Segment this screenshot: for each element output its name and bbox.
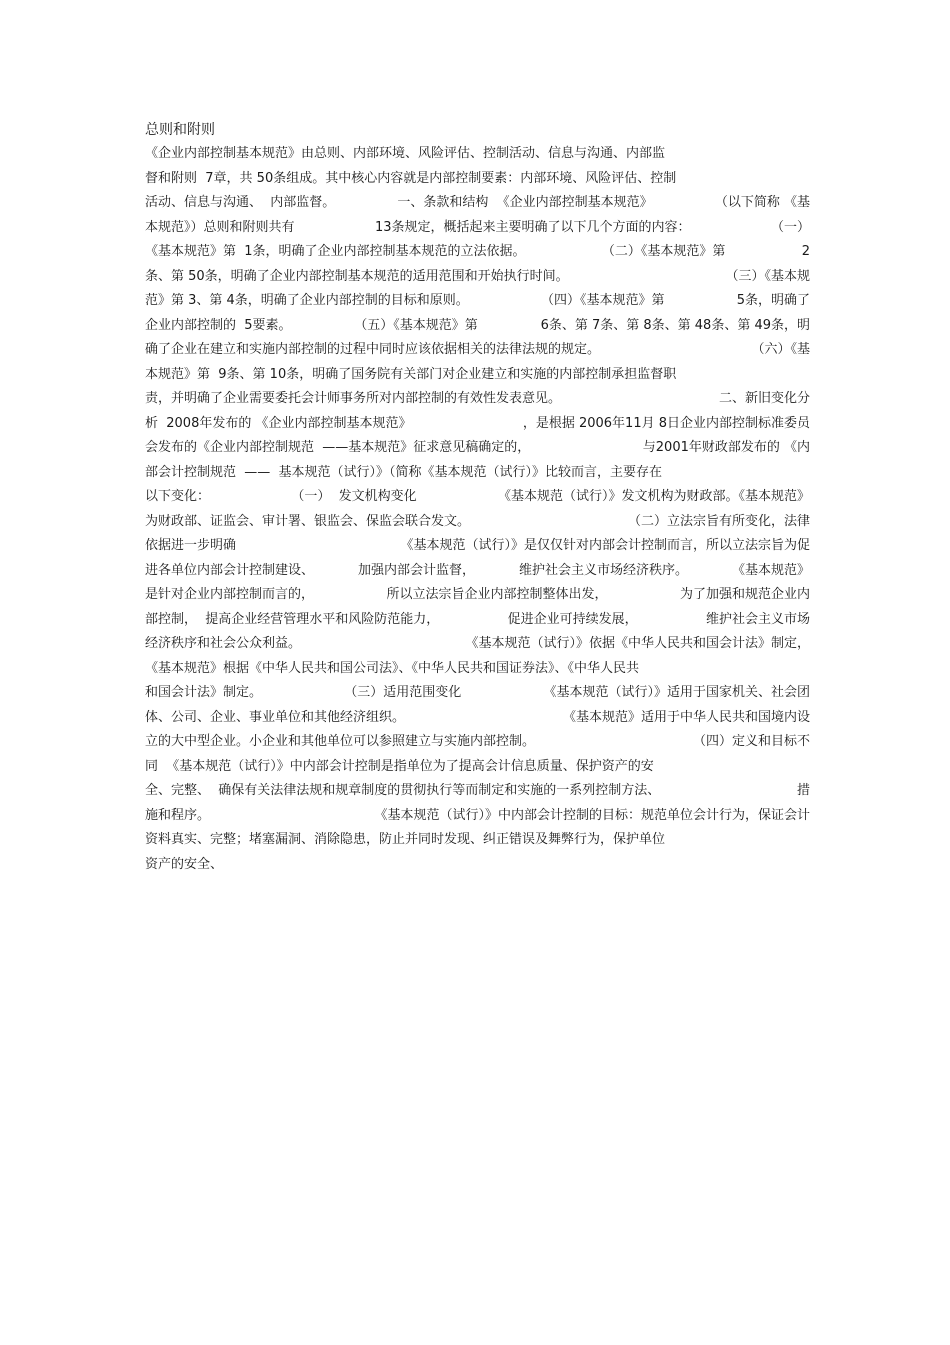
text-line [145,608,810,633]
text-line [145,730,810,755]
text-segment: （五）《基本规范》第 [354,317,478,333]
text-segment: 维护社会主义市场 [705,611,810,627]
text-segment: 析 2008年发布的 《企业内部控制基本规范》 [145,415,412,431]
text-segment: （一） 发文机构变化 [291,489,417,504]
document-body [145,118,810,877]
text-segment: 部会计控制规范 —— 基本规范（试行）》（简称《基本规范（试行）》比较而言，主要存在 [145,464,663,480]
text-segment: 措 [796,783,810,798]
text-segment: 本规范》第 9条、第 10条，明确了国务院有关部门对企业建立和实施的内部控制承担监督职 [145,366,677,382]
text-line [145,167,810,192]
text-segment: 加强内部会计监督， [357,562,475,578]
text-line [145,632,810,657]
document-text [145,142,810,877]
text-segment: 督和附则 7章，共 50条组成。其中核心内容就是内部控制要素：内部环境、风险评估、控制 [145,170,677,186]
text-line [145,240,810,265]
text-segment: 经济秩序和社会公众利益。 [145,636,302,651]
text-line [145,363,810,388]
text-line [145,828,810,853]
text-segment: 13条规定，概括起来主要明确了以下几个方面的内容： [374,219,691,235]
text-line [145,485,810,510]
text-line [145,681,810,706]
text-segment: 范》第 3、第 4条，明确了企业内部控制的目标和原则。 [145,293,469,308]
text-line [145,583,810,608]
text-segment: 条、第 50条，明确了企业内部控制基本规范的适用范围和开始执行时间。 [145,268,569,284]
text-segment: （一） [770,219,810,235]
text-line [145,216,810,241]
text-segment: 活动、信息与沟通、 内部监督。 [145,195,336,210]
text-segment: 部控制， 提高企业经营管理水平和风险防范能力， [145,611,440,627]
text-segment: 一、条款和结构 《企业内部控制基本规范》 [397,195,653,210]
text-segment: （六）《基 [751,342,810,357]
text-segment: 《基本规范》 [731,562,810,578]
text-segment: （四）定义和目标不 [692,734,810,749]
text-segment: 《基本规范》适用于中华人民共和国境内设 [562,709,810,725]
text-segment: 《企业内部控制基本规范》由总则、内部环境、风险评估、控制活动、信息与沟通、内部监 [145,146,666,161]
text-segment: 资产的安全、 [145,856,224,872]
text-segment: 企业内部控制的 5要素。 [145,317,292,333]
text-segment: （以下简称 《基 [714,195,810,210]
text-line [145,779,810,804]
text-line [145,289,810,314]
text-segment: ，是根据 2006年11月 8日企业内部控制标准委员 [522,415,810,431]
text-line [145,804,810,829]
text-segment: （三）适用范围变化 [344,685,462,700]
text-segment: 为了加强和规范企业内 [679,587,810,602]
text-segment: （四）《基本规范》第 [541,293,665,308]
text-segment: 《基本规范（试行）》中内部会计控制的目标：规范单位会计行为，保证会计 [374,807,810,823]
text-line [145,338,810,363]
text-line [145,436,810,461]
text-segment: 和国会计法》制定。 [145,685,263,700]
text-line [145,706,810,731]
text-line [145,314,810,339]
text-segment: 与2001年财政部发布的 《内 [642,440,810,455]
text-segment: 维护社会主义市场经济秩序。 [518,562,688,578]
text-line [145,510,810,535]
text-segment: 责，并明确了企业需要委托会计师事务所对内部控制的有效性发表意见。 [145,391,562,406]
text-segment: 进各单位内部会计控制建设、 [145,562,315,578]
text-segment: 体、公司、企业、事业单位和其他经济组织。 [145,709,406,725]
text-segment: 《基本规范（试行）》依据《中华人民共和国会计法》制定， [465,636,810,651]
text-segment: （二）《基本规范》第 [601,244,726,259]
text-segment: （三）《基本规 [725,268,810,284]
text-line [145,142,810,167]
text-segment: 是针对企业内部控制而言的， [145,587,315,602]
text-line [145,657,810,682]
text-segment: 本规范》）总则和附则共有 [145,219,295,235]
text-segment: 《基本规范（试行）》发文机构为财政部。《基本规范》 [497,489,810,504]
text-segment: 二、新旧变化分 [718,391,810,406]
text-segment: （二）立法宗旨有所变化，法律 [627,513,810,529]
text-segment: 所以立法宗旨企业内部控制整体出发， [386,587,608,602]
text-segment: 施和程序。 [145,807,211,823]
text-segment: 资料真实、完整；堵塞漏洞、消除隐患，防止并同时发现、纠正错误及舞弊行为，保护单位 [145,832,666,847]
text-segment: 《基本规范（试行）》是仅仅针对内部会计控制而言，所以立法宗旨为促 [400,538,810,553]
text-segment: 为财政部、证监会、审计署、银监会、保监会联合发文。 [145,513,471,529]
text-line [145,755,810,780]
text-segment: 2 [801,244,810,259]
text-line [145,461,810,486]
text-segment: 6条、第 7条、第 8条、第 48条、第 49条，明 [540,317,810,333]
text-segment: 同 《基本规范（试行）》中内部会计控制是指单位为了提高会计信息质量、保护资产的安 [145,758,654,774]
document-title: 总则和附则 [145,122,215,138]
text-line [145,559,810,584]
text-segment: 《基本规范（试行）》适用于国家机关、社会团 [543,685,810,700]
text-segment: 《基本规范》根据《中华人民共和国公司法》、《中华人民共和国证券法》、《中华人民共 [145,660,640,676]
text-segment: 会发布的《企业内部控制规范 ——基本规范》征求意见稿确定的， [145,440,531,455]
text-line [145,412,810,437]
text-line [145,191,810,216]
text-segment: 立的大中型企业。小企业和其他单位可以参照建立与实施内部控制。 [145,734,536,749]
text-segment: 确了企业在建立和实施内部控制的过程中同时应该依据相关的法律法规的规定。 [145,342,601,357]
text-segment: 全、完整、 确保有关法律法规和规章制度的贯彻执行等而制定和实施的一系列控制方法、 [145,783,661,798]
text-line [145,387,810,412]
text-segment: 依据进一步明确 [145,538,237,553]
text-segment: 5条，明确了 [736,293,810,308]
text-line [145,265,810,290]
text-segment: 促进企业可持续发展， [507,611,638,627]
text-line [145,534,810,559]
text-line [145,853,810,878]
text-segment: 以下变化： [145,489,211,504]
text-segment: 《基本规范》第 1条，明确了企业内部控制基本规范的立法依据。 [145,244,526,259]
